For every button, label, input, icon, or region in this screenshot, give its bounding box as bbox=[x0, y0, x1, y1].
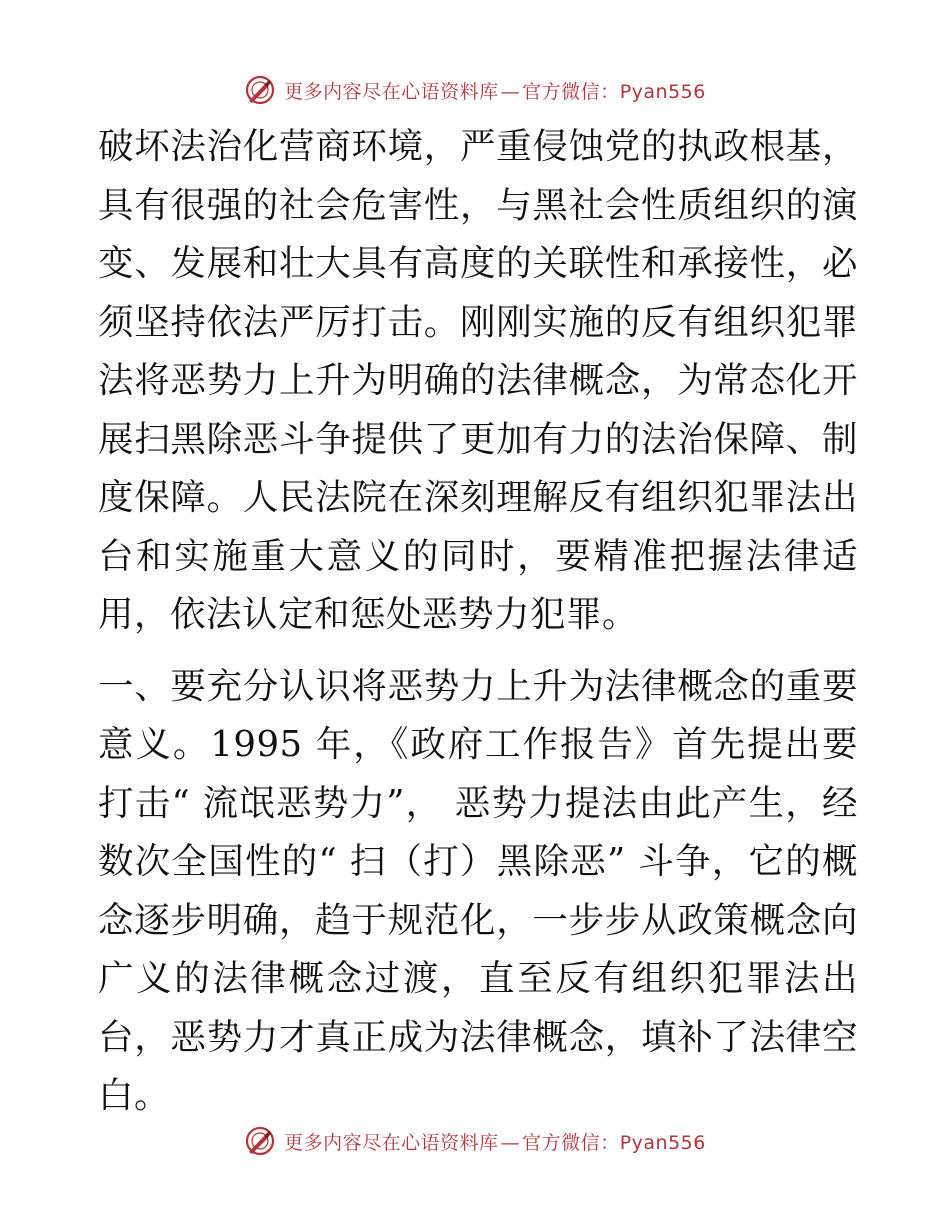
watermark-separator: — bbox=[500, 1131, 521, 1154]
watermark-wechat-id: Pyan556 bbox=[619, 80, 706, 103]
watermark-slogan: 更多内容尽在心语资料库 bbox=[284, 1131, 499, 1154]
watermark-separator: — bbox=[500, 80, 521, 103]
footer-watermark bbox=[0, 1121, 950, 1161]
watermark-slogan: 更多内容尽在心语资料库 bbox=[284, 80, 499, 103]
watermark-wechat-id: Pyan556 bbox=[619, 1131, 706, 1154]
paragraph-1: 破坏法治化营商环境，严重侵蚀党的执政根基，具有很强的社会危害性，与黑社会性质组织的演变、发展和壮大具有高度的关联性和承接性，必须坚持依法严厉打击。刚刚实施的反有组织犯罪法将恶势力上升为明确的法律概念，为常态化开展扫黑除恶斗争提供了更加有力的法治保障、制度保障。人民法院在深刻理解反有组织犯罪法出台和实施重大意义的同时，要精准把握法律适用，依法认定和惩处恶势力犯罪。 bbox=[98, 126, 858, 635]
watermark-text bbox=[284, 77, 706, 104]
pen-logo-icon bbox=[244, 1125, 276, 1157]
watermark-wechat-label: 官方微信： bbox=[522, 80, 620, 103]
paragraph-2: 一、要充分认识将恶势力上升为法律概念的重要意义。1995 年，《政府工作报告》首先提出要打击“ 流氓恶势力”， 恶势力提法由此产生，经数次全国性的“ 扫（打）黑除恶” 斗争，它的概念逐步明确，趋于规范化，一步步从政策概念向广义的法律概念过渡，直至反有组织犯罪法出台，恶势力才真正成为法律概念，填补了法律空白。 bbox=[98, 665, 858, 1116]
watermark-text bbox=[284, 1128, 706, 1155]
pen-logo-icon bbox=[244, 74, 276, 106]
watermark-wechat-label: 官方微信： bbox=[522, 1131, 620, 1154]
header-watermark bbox=[0, 70, 950, 110]
document-body bbox=[98, 118, 858, 1126]
